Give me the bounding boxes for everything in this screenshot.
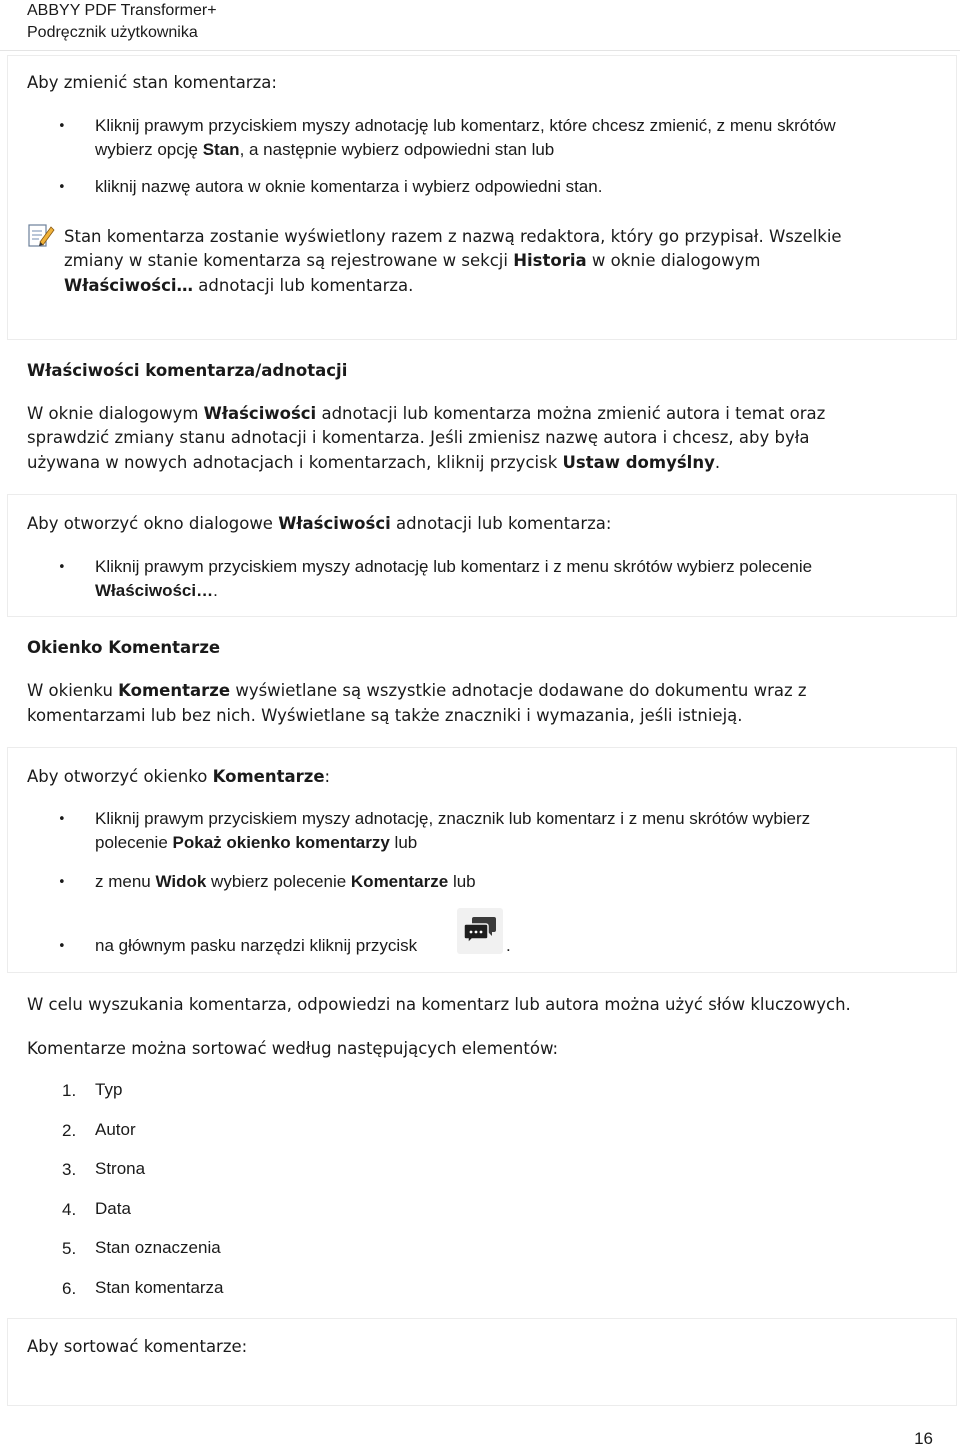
paragraph-line: używana w nowych adnotacjach i komentarzach, kliknij przycisk Ustaw domyślny.: [27, 453, 721, 472]
list-item: Autor: [95, 1120, 136, 1139]
list-item-continuation: wybierz opcję Stan, a następnie wybierz odpowiedni stan lub: [95, 140, 555, 159]
list-number: 6.: [62, 1279, 77, 1298]
list-number: 2.: [62, 1121, 77, 1140]
bullet: •: [58, 812, 66, 827]
note-pencil-icon: [27, 222, 55, 248]
procedure-intro: Aby sortować komentarze:: [27, 1337, 248, 1356]
procedure-intro: Aby otworzyć okienko Komentarze:: [27, 767, 331, 786]
list-item-end: .: [506, 936, 511, 955]
note-text: zmiany w stanie komentarza są rejestrowane w sekcji Historia w oknie dialogowym: [64, 251, 761, 270]
paragraph-line: Komentarze można sortować według następujących elementów:: [27, 1039, 559, 1058]
bullet: •: [58, 119, 66, 134]
bullet: •: [58, 180, 66, 195]
product-name: ABBYY PDF Transformer+: [27, 2, 217, 19]
list-item-continuation: polecenie Pokaż okienko komentarzy lub: [95, 833, 418, 852]
list-number: 1.: [62, 1081, 77, 1100]
note-text: Stan komentarza zostanie wyświetlony razem z nazwą redaktora, który go przypisał. Wszelkie: [64, 227, 842, 246]
list-item: Typ: [95, 1080, 123, 1099]
list-number: 3.: [62, 1160, 77, 1179]
list-number: 5.: [62, 1239, 77, 1258]
list-item: Data: [95, 1199, 131, 1218]
section-heading: Właściwości komentarza/adnotacji: [27, 361, 348, 380]
list-item-continuation: Właściwości….: [95, 581, 218, 600]
comments-pane-icon: [457, 908, 503, 954]
bullet: •: [58, 939, 66, 954]
procedure-box-sort: [7, 1318, 957, 1406]
bullet: •: [58, 560, 66, 575]
procedure-intro: Aby otworzyć okno dialogowe Właściwości adnotacji lub komentarza:: [27, 514, 612, 533]
page-number: 16: [914, 1429, 933, 1448]
document-header: [27, 0, 217, 44]
list-item: z menu Widok wybierz polecenie Komentarze lub: [95, 872, 476, 891]
list-item: kliknij nazwę autora w oknie komentarza i wybierz odpowiedni stan.: [95, 177, 603, 196]
paragraph-line: komentarzami lub bez nich. Wyświetlane są także znaczniki i wymazania, jeśli istnieją.: [27, 706, 743, 725]
paragraph-line: W okienku Komentarze wyświetlane są wszystkie adnotacje dodawane do dokumentu wraz z: [27, 681, 807, 700]
list-item: Kliknij prawym przyciskiem myszy adnotację lub komentarz, które chcesz zmienić, z menu skrótów: [95, 116, 836, 135]
comments-pane-button[interactable]: [457, 908, 503, 954]
list-item: Kliknij prawym przyciskiem myszy adnotację lub komentarz i z menu skrótów wybierz polecenie: [95, 557, 813, 576]
header-divider: [0, 50, 960, 51]
list-item: na głównym pasku narzędzi kliknij przycisk: [95, 936, 418, 955]
list-item: Stan komentarza: [95, 1278, 224, 1297]
list-item: Stan oznaczenia: [95, 1238, 221, 1257]
list-item: Strona: [95, 1159, 146, 1178]
procedure-intro: Aby zmienić stan komentarza:: [27, 73, 277, 92]
list-item: Kliknij prawym przyciskiem myszy adnotację, znacznik lub komentarz i z menu skrótów wybierz: [95, 809, 811, 828]
list-number: 4.: [62, 1200, 77, 1219]
section-heading: Okienko Komentarze: [27, 638, 221, 657]
bullet: •: [58, 875, 66, 890]
paragraph-line: W celu wyszukania komentarza, odpowiedzi na komentarz lub autora można użyć słów kluczowych.: [27, 995, 851, 1014]
manual-title: Podręcznik użytkownika: [27, 24, 198, 41]
paragraph-line: W oknie dialogowym Właściwości adnotacji lub komentarza można zmienić autora i temat oraz: [27, 404, 826, 423]
paragraph-line: sprawdzić zmiany stanu adnotacji i komentarza. Jeśli zmienisz nazwę autora i chcesz, aby była: [27, 428, 810, 447]
note-text: Właściwości… adnotacji lub komentarza.: [64, 276, 414, 295]
